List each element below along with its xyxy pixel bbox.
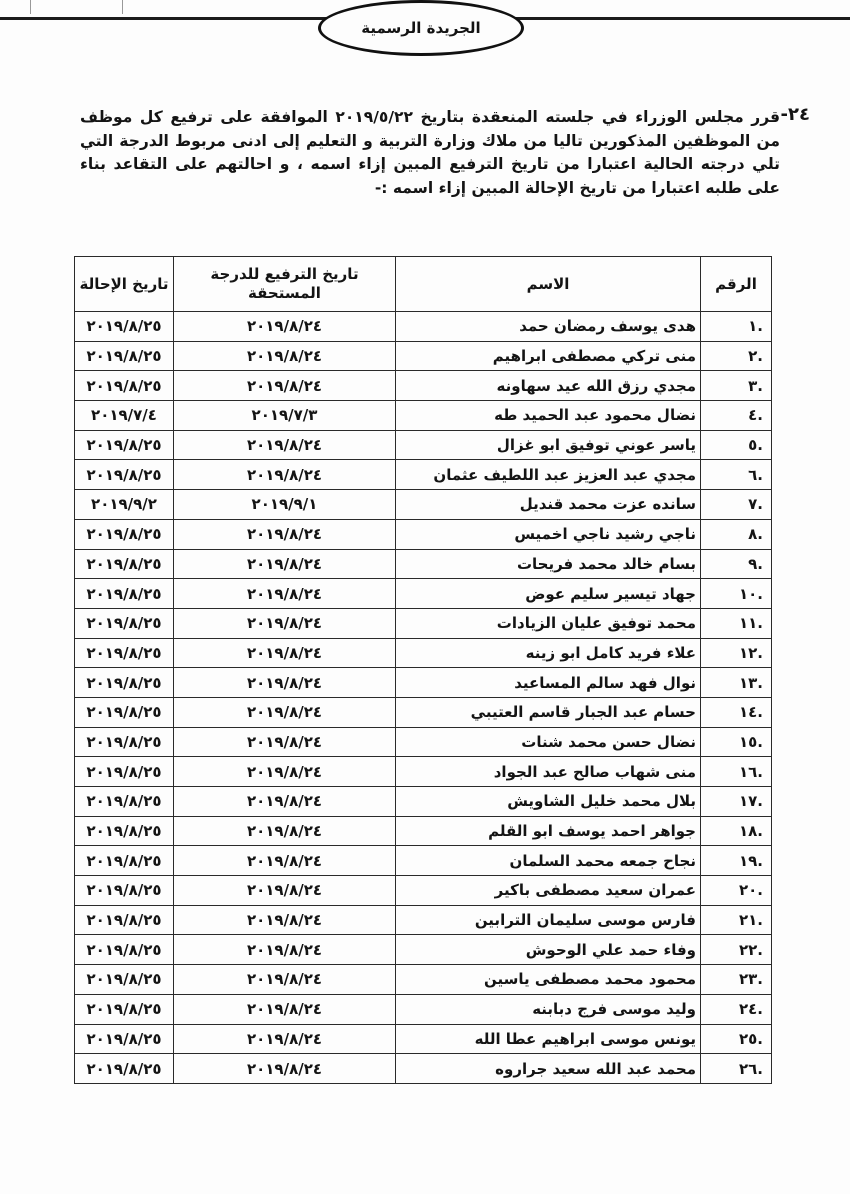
employee-name: ياسر عوني توفيق ابو غزال	[396, 430, 701, 460]
promotion-date: ٢٠١٩/٨/٢٤	[174, 371, 396, 401]
table-row	[75, 787, 772, 817]
table-row	[75, 1024, 772, 1054]
table-row	[75, 757, 772, 787]
table-row	[75, 490, 772, 520]
header-oval	[318, 0, 524, 56]
retirement-date: ٢٠١٩/٨/٢٥	[75, 697, 174, 727]
employee-name: وفاء حمد علي الوحوش	[396, 935, 701, 965]
retirement-date: ٢٠١٩/٩/٢	[75, 490, 174, 520]
employee-name: علاء فريد كامل ابو زينه	[396, 638, 701, 668]
row-number: .٢	[701, 341, 772, 371]
retirement-date: ٢٠١٩/٨/٢٥	[75, 787, 174, 817]
retirement-date: ٢٠١٩/٨/٢٥	[75, 846, 174, 876]
employee-name: مجدي رزق الله عيد سهاونه	[396, 371, 701, 401]
retirement-date: ٢٠١٩/٨/٢٥	[75, 757, 174, 787]
row-number: .١٤	[701, 697, 772, 727]
retirement-date: ٢٠١٩/٨/٢٥	[75, 905, 174, 935]
retirement-date: ٢٠١٩/٨/٢٥	[75, 608, 174, 638]
promotion-date: ٢٠١٩/٨/٢٤	[174, 994, 396, 1024]
employee-name: بسام خالد محمد فريحات	[396, 549, 701, 579]
employee-name: جواهر احمد يوسف ابو القلم	[396, 816, 701, 846]
promotion-date: ٢٠١٩/٨/٢٤	[174, 905, 396, 935]
row-number: .٢٣	[701, 965, 772, 995]
table-row	[75, 935, 772, 965]
row-number: .١	[701, 312, 772, 342]
table-row	[75, 965, 772, 995]
table-row	[75, 519, 772, 549]
retirement-date: ٢٠١٩/٨/٢٥	[75, 965, 174, 995]
employee-name: وليد موسى فرج دبابنه	[396, 994, 701, 1024]
promotion-date: ٢٠١٩/٨/٢٤	[174, 519, 396, 549]
promotion-date: ٢٠١٩/٨/٢٤	[174, 549, 396, 579]
promotion-date: ٢٠١٩/٨/٢٤	[174, 787, 396, 817]
employee-name: منى شهاب صالح عبد الجواد	[396, 757, 701, 787]
row-number: .١٨	[701, 816, 772, 846]
promotion-date: ٢٠١٩/٨/٢٤	[174, 697, 396, 727]
promotion-date: ٢٠١٩/٨/٢٤	[174, 876, 396, 906]
promotion-date: ٢٠١٩/٨/٢٤	[174, 757, 396, 787]
table-header-row	[75, 257, 772, 312]
row-number: .٢٦	[701, 1054, 772, 1084]
retirement-date: ٢٠١٩/٨/٢٥	[75, 727, 174, 757]
table-row	[75, 905, 772, 935]
page-edge-mark	[30, 0, 31, 14]
table-row	[75, 341, 772, 371]
row-number: .١٥	[701, 727, 772, 757]
retirement-date: ٢٠١٩/٧/٤	[75, 401, 174, 431]
header-promotion-date: تاريخ الترفيع للدرجة المستحقة	[174, 257, 396, 312]
employee-name: نضال حسن محمد شنات	[396, 727, 701, 757]
table-row	[75, 608, 772, 638]
table-row	[75, 1054, 772, 1084]
promotion-date: ٢٠١٩/٧/٣	[174, 401, 396, 431]
employee-name: نضال محمود عبد الحميد طه	[396, 401, 701, 431]
row-number: .١٢	[701, 638, 772, 668]
retirement-date: ٢٠١٩/٨/٢٥	[75, 638, 174, 668]
row-number: .١٠	[701, 579, 772, 609]
retirement-date: ٢٠١٩/٨/٢٥	[75, 371, 174, 401]
promotion-date: ٢٠١٩/٨/٢٤	[174, 341, 396, 371]
promotion-date: ٢٠١٩/٨/٢٤	[174, 1054, 396, 1084]
header-retirement-date: تاريخ الإحالة	[75, 257, 174, 312]
retirement-date: ٢٠١٩/٨/٢٥	[75, 341, 174, 371]
retirement-date: ٢٠١٩/٨/٢٥	[75, 816, 174, 846]
promotion-date: ٢٠١٩/٩/١	[174, 490, 396, 520]
retirement-date: ٢٠١٩/٨/٢٥	[75, 668, 174, 698]
employee-name: ناجي رشيد ناجي اخميس	[396, 519, 701, 549]
promotion-retirement-table	[74, 256, 772, 1084]
table-row	[75, 579, 772, 609]
promotion-date: ٢٠١٩/٨/٢٤	[174, 727, 396, 757]
table-row	[75, 638, 772, 668]
table-row	[75, 697, 772, 727]
retirement-date: ٢٠١٩/٨/٢٥	[75, 430, 174, 460]
table-row	[75, 876, 772, 906]
employee-name: محمد عبد الله سعيد جراروه	[396, 1054, 701, 1084]
promotion-date: ٢٠١٩/٨/٢٤	[174, 460, 396, 490]
retirement-date: ٢٠١٩/٨/٢٥	[75, 1054, 174, 1084]
promotion-date: ٢٠١٩/٨/٢٤	[174, 430, 396, 460]
row-number: .٦	[701, 460, 772, 490]
employee-name: هدى يوسف رمضان حمد	[396, 312, 701, 342]
row-number: .٩	[701, 549, 772, 579]
table-row	[75, 371, 772, 401]
retirement-date: ٢٠١٩/٨/٢٥	[75, 312, 174, 342]
employee-name: مجدي عبد العزيز عبد اللطيف عثمان	[396, 460, 701, 490]
row-number: .٢٥	[701, 1024, 772, 1054]
retirement-date: ٢٠١٩/٨/٢٥	[75, 549, 174, 579]
page-edge-mark	[122, 0, 123, 14]
employee-name: بلال محمد خليل الشاويش	[396, 787, 701, 817]
header-number: الرقم	[701, 257, 772, 312]
retirement-date: ٢٠١٩/٨/٢٥	[75, 579, 174, 609]
promotion-date: ٢٠١٩/٨/٢٤	[174, 638, 396, 668]
row-number: .٢٢	[701, 935, 772, 965]
promotion-date: ٢٠١٩/٨/٢٤	[174, 846, 396, 876]
table-row	[75, 549, 772, 579]
row-number: .٢٠	[701, 876, 772, 906]
retirement-date: ٢٠١٩/٨/٢٥	[75, 460, 174, 490]
employee-name: محمد توفيق عليان الزيادات	[396, 608, 701, 638]
row-number: .١١	[701, 608, 772, 638]
employee-name: محمود محمد مصطفى ياسين	[396, 965, 701, 995]
row-number: .١٧	[701, 787, 772, 817]
gazette-title: الجريدة الرسمية	[361, 19, 481, 37]
row-number: .٢١	[701, 905, 772, 935]
row-number: .٤	[701, 401, 772, 431]
employee-name: عمران سعيد مصطفى باكير	[396, 876, 701, 906]
table-row	[75, 401, 772, 431]
promotion-date: ٢٠١٩/٨/٢٤	[174, 668, 396, 698]
employee-name: فارس موسى سليمان الترابين	[396, 905, 701, 935]
table-row	[75, 312, 772, 342]
employee-name: سانده عزت محمد قنديل	[396, 490, 701, 520]
row-number: .٧	[701, 490, 772, 520]
table-row	[75, 460, 772, 490]
retirement-date: ٢٠١٩/٨/٢٥	[75, 1024, 174, 1054]
table-row	[75, 668, 772, 698]
retirement-date: ٢٠١٩/٨/٢٥	[75, 935, 174, 965]
row-number: .٣	[701, 371, 772, 401]
header-name: الاسم	[396, 257, 701, 312]
retirement-date: ٢٠١٩/٨/٢٥	[75, 994, 174, 1024]
decision-text: قرر مجلس الوزراء في جلسته المنعقدة بتاريخ ٢٠١٩/٥/٢٢ الموافقة على ترفيع كل موظف من الموظفين المذكورين تاليا من ملاك وزارة التربية و التعليم إلى ادنى مربوط الدرجة التي تلي درجته الحالية اعتبارا من تاريخ الترفيع المبين إزاء اسمه ، و احالتهم على التقاعد بناء على طلبه اعتبارا من تاريخ الإحالة المبين إزاء اسمه :-	[80, 108, 781, 197]
employee-name: نجاح جمعه محمد السلمان	[396, 846, 701, 876]
promotion-date: ٢٠١٩/٨/٢٤	[174, 312, 396, 342]
row-number: .٥	[701, 430, 772, 460]
table-row	[75, 994, 772, 1024]
employee-name: يونس موسى ابراهيم عطا الله	[396, 1024, 701, 1054]
retirement-date: ٢٠١٩/٨/٢٥	[75, 519, 174, 549]
promotion-date: ٢٠١٩/٨/٢٤	[174, 935, 396, 965]
row-number: .٢٤	[701, 994, 772, 1024]
employee-name: نوال فهد سالم المساعيد	[396, 668, 701, 698]
retirement-date: ٢٠١٩/٨/٢٥	[75, 876, 174, 906]
promotion-date: ٢٠١٩/٨/٢٤	[174, 579, 396, 609]
promotion-date: ٢٠١٩/٨/٢٤	[174, 1024, 396, 1054]
employee-name: منى تركي مصطفى ابراهيم	[396, 341, 701, 371]
decision-block	[80, 104, 810, 200]
employee-name: حسام عبد الجبار قاسم العتيبي	[396, 697, 701, 727]
promotion-date: ٢٠١٩/٨/٢٤	[174, 816, 396, 846]
table-row	[75, 816, 772, 846]
row-number: .٨	[701, 519, 772, 549]
table-row	[75, 846, 772, 876]
decision-number: ٢٤-	[780, 104, 810, 125]
employee-name: جهاد تيسير سليم عوض	[396, 579, 701, 609]
row-number: .١٩	[701, 846, 772, 876]
table-row	[75, 430, 772, 460]
table-row	[75, 727, 772, 757]
promotion-date: ٢٠١٩/٨/٢٤	[174, 965, 396, 995]
row-number: .١٦	[701, 757, 772, 787]
row-number: .١٣	[701, 668, 772, 698]
promotion-date: ٢٠١٩/٨/٢٤	[174, 608, 396, 638]
